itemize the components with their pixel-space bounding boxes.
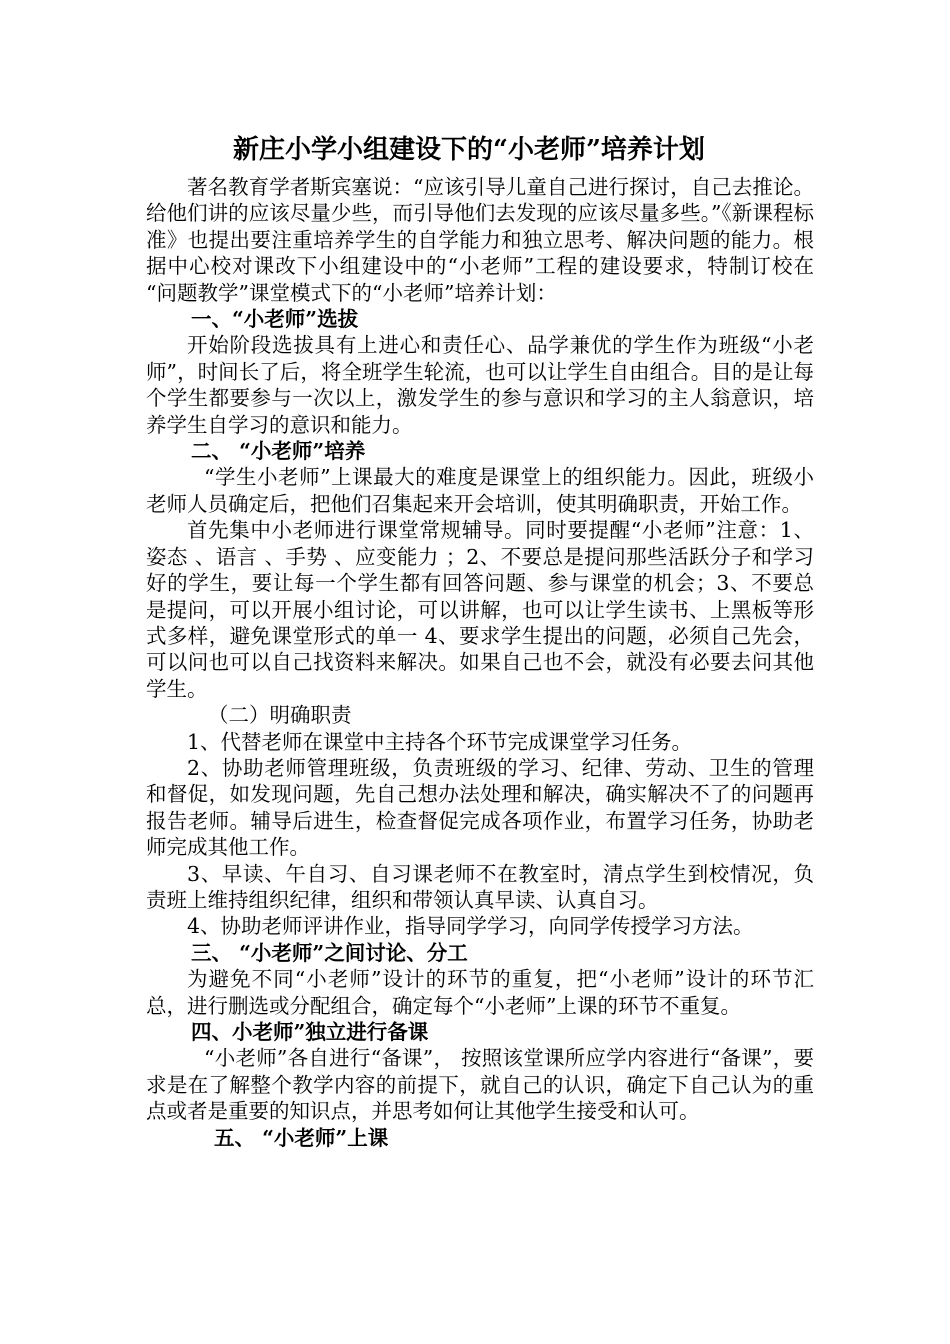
duty-item-3: 3、早读、午自习、自习课老师不在教室时，清点学生到校情况，负责班上维持组织纪律，组织和带领认真早读、认真自习。 — [146, 861, 814, 912]
section-2-paragraph-1: “学生小老师”上课最大的难度是课堂上的组织能力。因此，班级小老师人员确定后，把他们召集起来开会培训，使其明确职责，开始工作。 — [146, 465, 814, 516]
section-1-paragraph: 开始阶段选拔具有上进心和责任心、品学兼优的学生作为班级“小老师”，时间长了后，将全班学生轮流，也可以让学生自由组合。目的是让每个学生都要参与一次以上，激发学生的参与意识和学习的主人翁意识，培养学生自学习的意识和能力。 — [146, 333, 814, 437]
section-5-heading: 五、 “小老师”上课 — [214, 1125, 389, 1150]
section-4-heading: 四、小老师”独立进行备课 — [191, 1020, 429, 1044]
section-2-sub-heading: （二）明确职责 — [208, 703, 352, 728]
section-3-heading: 三、 “小老师”之间讨论、分工 — [191, 940, 468, 965]
section-3-paragraph: 为避免不同“小老师”设计的环节的重复，把“小老师”设计的环节汇总，进行删选或分配组合，确定每个“小老师”上课的环节不重复。 — [146, 967, 814, 1018]
section-4-paragraph: “小老师”各自进行“备课”， 按照该堂课所应学内容进行“备课”，要求是在了解整个教学内容的前提下，就自己的认识，确定下自己认为的重点或者是重要的知识点，并思考如何让其他学生接受和认可。 — [146, 1046, 814, 1124]
section-2-heading: 二、 “小老师”培养 — [191, 439, 366, 464]
section-1-heading: 一、“小老师”选拔 — [191, 307, 359, 332]
document-body — [146, 174, 814, 1151]
duty-item-1: 1、代替老师在课堂中主持各个环节完成课堂学习任务。 — [187, 729, 693, 754]
duty-item-2: 2、协助老师管理班级，负责班级的学习、纪律、劳动、卫生的管理和督促，如发现问题，先自己想办法处理和解决，确实解决不了的问题再报告老师。辅导后进生，检查督促完成各项作业，布置学习任务，协助老师完成其他工作。 — [146, 755, 814, 860]
document-title: 新庄小学小组建设下的“小老师”培养计划 — [233, 135, 705, 165]
duty-item-4: 4、协助老师评讲作业，指导同学学习，向同学传授学习方法。 — [187, 914, 754, 939]
intro-paragraph: 著名教育学者斯宾塞说：“应该引导儿童自己进行探讨，自己去推论。给他们讲的应该尽量少些，而引导他们去发现的应该尽量多些。”《新课程标准》也提出要注重培养学生的自学能力和独立思考、解决问题的能力。根据中心校对课改下小组建设中的“小老师”工程的建设要求，特制订校在 “问题教学”课堂模式下的“小老师”培养计划： — [146, 175, 814, 305]
section-2-paragraph-2: 首先集中小老师进行课堂常规辅导。同时要提醒“小老师”注意：1、姿态 、语言 、手势 、应变能力 ；2、不要总是提问那些活跃分子和学习好的学生，要让每一个学生都有回答问题、参与课堂的机会；3、不要总是提问，可以开展小组讨论，可以讲解，也可以让学生读书、上黑板等形式多样，避免课堂形式的单一 4、要求学生提出的问题，必须自己先会，可以问也可以自己找资料来解决。如果自己也不会，就没有必要去问其他学生。 — [146, 518, 814, 701]
